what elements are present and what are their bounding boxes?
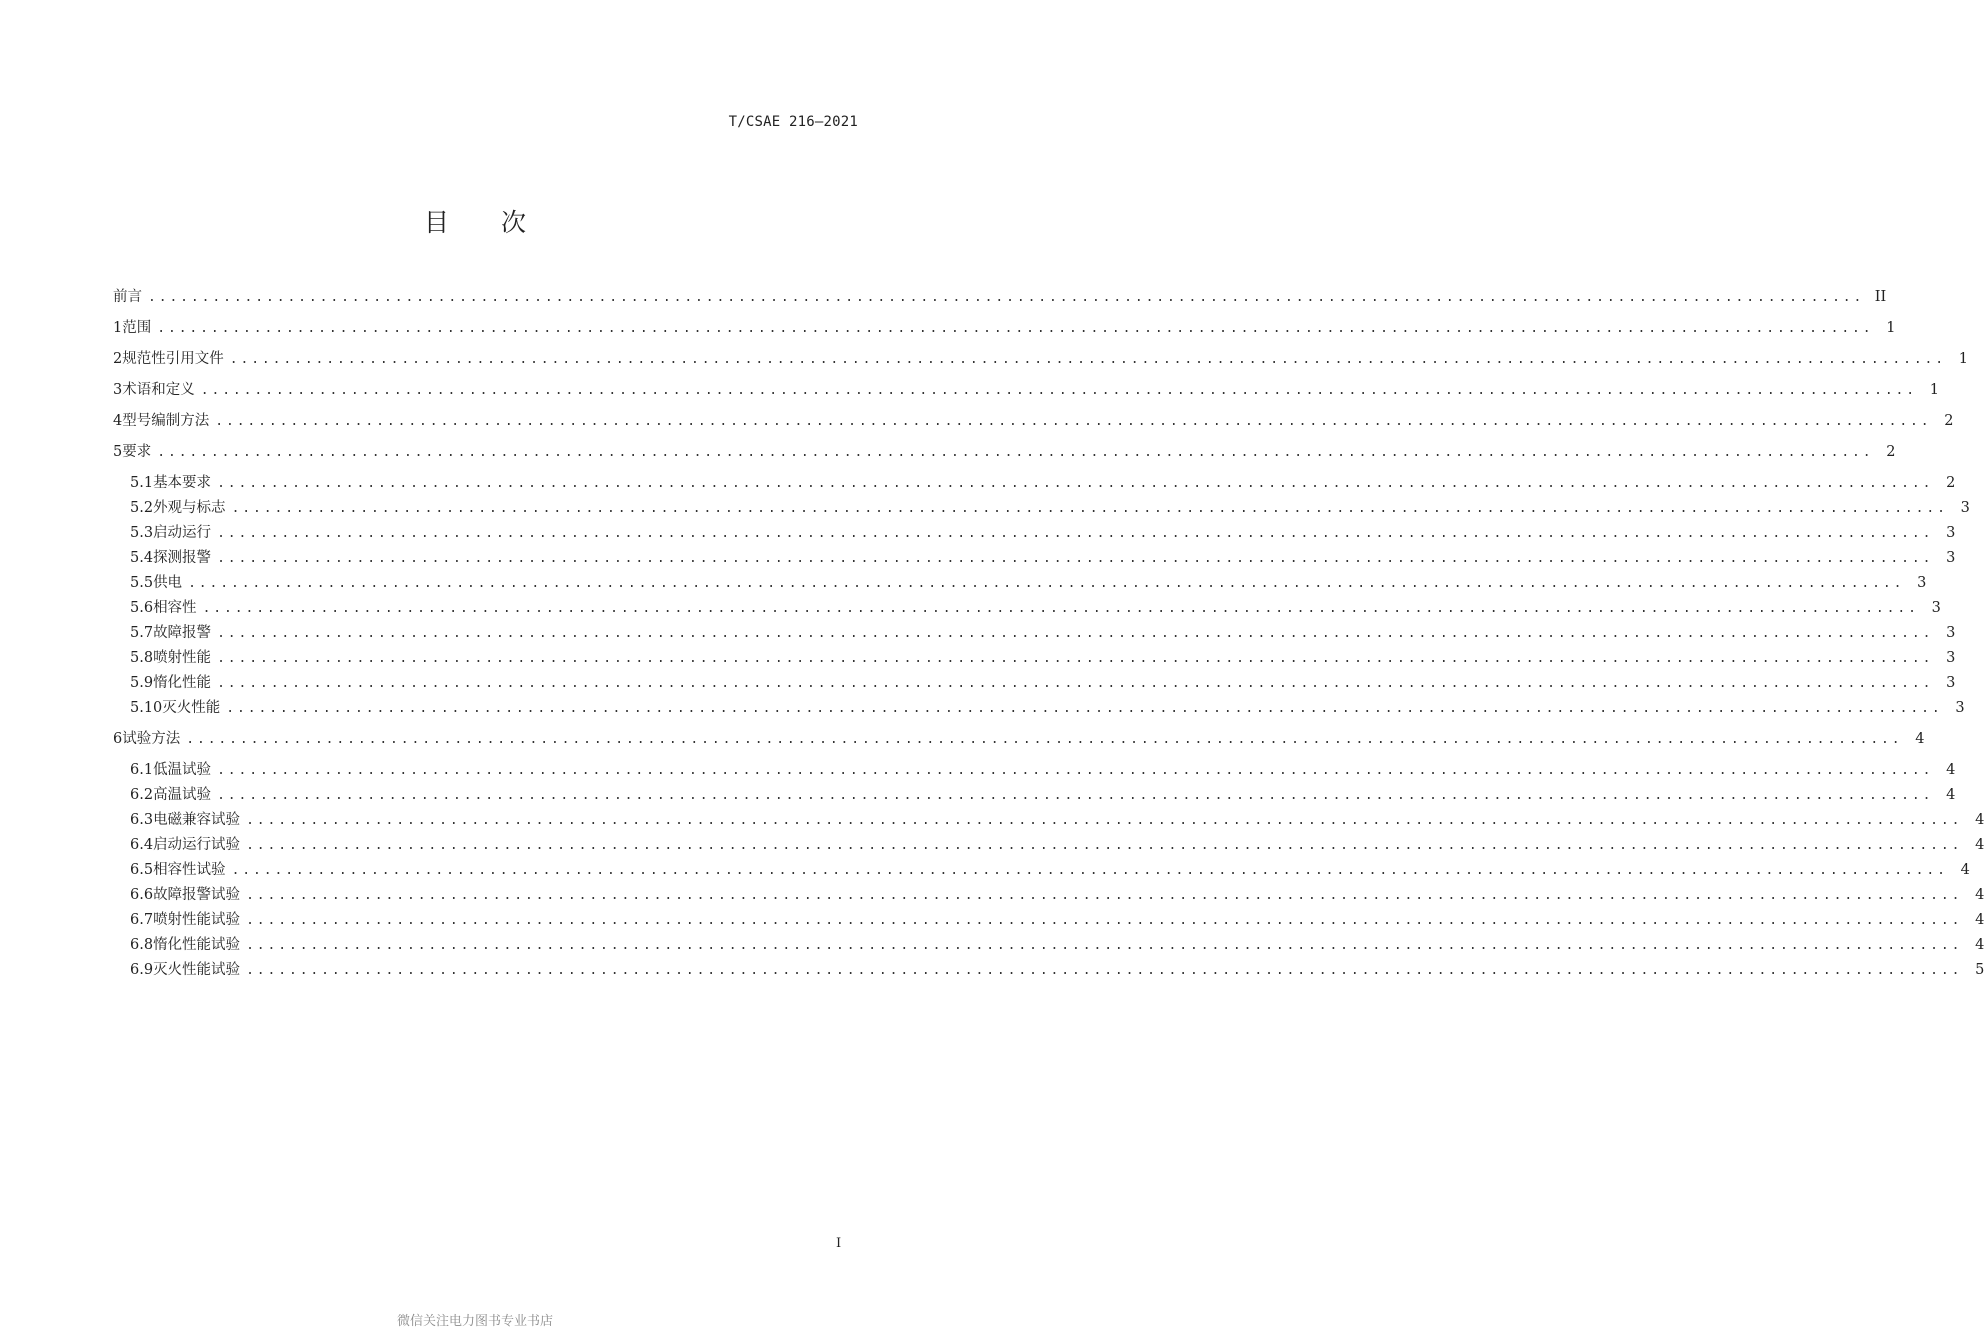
page-number: I <box>836 1236 842 1251</box>
toc-entry-page: 3 <box>1955 700 1965 716</box>
toc-entry-number: 5.7 <box>130 625 154 641</box>
toc-entry-label: 相容性 <box>153 600 197 616</box>
toc-leader-dots: ................................................................................................................................................................ <box>217 676 1934 691</box>
toc-entry-label: 术语和定义 <box>122 382 195 398</box>
toc-entry[interactable] <box>113 908 1984 933</box>
toc-entry-page: 1 <box>1929 382 1939 398</box>
toc-entry-page: 4 <box>1975 937 1984 953</box>
toc-entry-page: 1 <box>1958 351 1968 367</box>
toc-entry-number: 3 <box>113 382 123 398</box>
toc-leader-dots: ................................................................................................................................................................ <box>246 913 1963 928</box>
toc-leader-dots: ................................................................................................................................................................ <box>246 813 1963 828</box>
toc-entry[interactable] <box>113 496 1970 521</box>
toc-entry[interactable] <box>113 883 1984 908</box>
toc-entry-label: 相容性试验 <box>153 862 226 878</box>
toc-entry-number: 6.4 <box>130 837 154 853</box>
toc-entry[interactable] <box>113 378 1939 409</box>
toc-entry[interactable] <box>113 440 1896 471</box>
toc-leader-dots: ................................................................................................................................................................ <box>186 732 1903 747</box>
toc-entry[interactable] <box>113 621 1956 646</box>
toc-entry[interactable] <box>113 783 1956 808</box>
toc-leader-dots: ................................................................................................................................................................ <box>215 414 1932 429</box>
toc-entry-number: 5.2 <box>130 500 154 516</box>
toc-leader-dots: ................................................................................................................................................................ <box>246 838 1963 853</box>
toc-entry-number: 6.9 <box>130 962 154 978</box>
toc-leader-dots: ................................................................................................................................................................ <box>202 601 1919 616</box>
toc-entry-number: 5.3 <box>130 525 154 541</box>
page-title: 目 次 <box>424 208 548 237</box>
toc-entry[interactable] <box>113 933 1984 958</box>
toc-entry-label: 要求 <box>122 444 152 460</box>
toc-entry-page: 3 <box>1931 600 1941 616</box>
toc-entry-label: 范围 <box>122 320 152 336</box>
toc-entry[interactable] <box>113 958 1984 983</box>
toc-entry-page: 1 <box>1886 320 1896 336</box>
toc-entry-number: 4 <box>113 413 123 429</box>
toc-entry[interactable] <box>113 696 1965 721</box>
toc-entry-label: 型号编制方法 <box>122 413 210 429</box>
toc-entry-page: 3 <box>1946 550 1956 566</box>
toc-entry-label: 供电 <box>153 575 183 591</box>
toc-entry-label: 启动运行试验 <box>153 837 241 853</box>
toc-leader-dots: ................................................................................................................................................................ <box>200 383 1917 398</box>
watermark: 微信关注电力图书专业书店 <box>396 1314 553 1329</box>
toc-entry-label: 规范性引用文件 <box>122 351 224 367</box>
toc-entry[interactable] <box>113 758 1956 783</box>
toc-entry-label: 喷射性能试验 <box>153 912 241 928</box>
toc-entry-number: 6.8 <box>130 937 154 953</box>
toc-entry-page: 3 <box>1946 625 1956 641</box>
toc-entry-page: 4 <box>1975 837 1984 853</box>
toc-entry-page: 2 <box>1886 444 1896 460</box>
toc-entry[interactable] <box>113 671 1956 696</box>
toc-entry[interactable] <box>113 316 1896 347</box>
toc-entry[interactable] <box>113 727 1925 758</box>
toc-leader-dots: ................................................................................................................................................................ <box>217 651 1934 666</box>
toc-entry-label: 试验方法 <box>122 731 181 747</box>
toc-entry-page: 3 <box>1946 650 1956 666</box>
toc-entry-page: 3 <box>1946 525 1956 541</box>
toc-entry-page: 2 <box>1944 413 1954 429</box>
toc-entry-number: 5.6 <box>130 600 154 616</box>
toc-entry[interactable] <box>113 409 1954 440</box>
toc-entry-number: 6.3 <box>130 812 154 828</box>
table-of-contents <box>113 285 1984 983</box>
toc-entry[interactable] <box>113 833 1984 858</box>
toc-entry-page: 2 <box>1946 475 1956 491</box>
toc-entry-page: 3 <box>1960 500 1970 516</box>
toc-entry-number: 5.10 <box>130 700 163 716</box>
toc-entry[interactable] <box>113 571 1927 596</box>
toc-entry-number: 1 <box>113 320 123 336</box>
toc-entry-number: 6.5 <box>130 862 154 878</box>
toc-leader-dots: ................................................................................................................................................................ <box>188 576 1905 591</box>
toc-entry[interactable] <box>113 858 1970 883</box>
toc-entry-number: 6.7 <box>130 912 154 928</box>
toc-entry-label: 喷射性能 <box>153 650 212 666</box>
toc-entry-page: 3 <box>1946 675 1956 691</box>
toc-leader-dots: ................................................................................................................................................................ <box>217 626 1934 641</box>
toc-entry[interactable] <box>113 521 1956 546</box>
toc-entry[interactable] <box>113 471 1956 496</box>
toc-entry-page: 5 <box>1975 962 1984 978</box>
toc-entry-number: 6.2 <box>130 787 154 803</box>
toc-leader-dots: ................................................................................................................................................................ <box>217 763 1934 778</box>
toc-entry-label: 前言 <box>113 289 142 305</box>
toc-entry-page: 4 <box>1946 787 1956 803</box>
toc-entry-number: 2 <box>113 351 123 367</box>
toc-entry-page: 4 <box>1946 762 1956 778</box>
toc-entry[interactable] <box>113 347 1968 378</box>
toc-entry-number: 5 <box>113 444 123 460</box>
toc-entry-page: 4 <box>1975 812 1984 828</box>
toc-entry[interactable] <box>113 285 1887 316</box>
toc-entry[interactable] <box>113 596 1941 621</box>
toc-entry-number: 6.1 <box>130 762 154 778</box>
toc-entry-page: 4 <box>1915 731 1925 747</box>
toc-entry-number: 5.1 <box>130 475 154 491</box>
toc-entry-number: 5.5 <box>130 575 154 591</box>
toc-entry-number: 5.4 <box>130 550 154 566</box>
toc-entry-page: 4 <box>1960 862 1970 878</box>
toc-entry-label: 电磁兼容试验 <box>153 812 241 828</box>
toc-entry-label: 基本要求 <box>153 475 212 491</box>
toc-entry-label: 惰化性能 <box>153 675 212 691</box>
toc-entry[interactable] <box>113 546 1956 571</box>
toc-leader-dots: ................................................................................................................................................................ <box>217 788 1934 803</box>
toc-leader-dots: ................................................................................................................................................................ <box>217 476 1934 491</box>
toc-entry[interactable] <box>113 808 1984 833</box>
toc-entry[interactable] <box>113 646 1956 671</box>
toc-entry-label: 外观与标志 <box>153 500 226 516</box>
standard-code: T/CSAE 216—2021 <box>728 114 858 130</box>
toc-leader-dots: ................................................................................................................................................................ <box>246 938 1963 953</box>
toc-entry-number: 5.9 <box>130 675 154 691</box>
toc-leader-dots: ................................................................................................................................................................ <box>148 290 1865 305</box>
toc-leader-dots: ................................................................................................................................................................ <box>231 501 1948 516</box>
toc-entry-label: 高温试验 <box>153 787 212 803</box>
toc-entry-label: 灭火性能 <box>162 700 221 716</box>
toc-leader-dots: ................................................................................................................................................................ <box>217 551 1934 566</box>
toc-entry-label: 启动运行 <box>153 525 212 541</box>
toc-entry-page: II <box>1874 289 1887 305</box>
toc-leader-dots: ................................................................................................................................................................ <box>157 445 1874 460</box>
toc-leader-dots: ................................................................................................................................................................ <box>246 888 1963 903</box>
toc-entry-label: 低温试验 <box>153 762 212 778</box>
toc-leader-dots: ................................................................................................................................................................ <box>231 863 1948 878</box>
toc-entry-label: 灭火性能试验 <box>153 962 241 978</box>
toc-entry-label: 故障报警试验 <box>153 887 241 903</box>
toc-leader-dots: ................................................................................................................................................................ <box>246 963 1963 978</box>
toc-entry-number: 6 <box>113 731 123 747</box>
toc-entry-page: 4 <box>1975 912 1984 928</box>
toc-entry-label: 探测报警 <box>153 550 212 566</box>
toc-entry-number: 5.8 <box>130 650 154 666</box>
toc-leader-dots: ................................................................................................................................................................ <box>157 321 1874 336</box>
toc-entry-number: 6.6 <box>130 887 154 903</box>
toc-entry-label: 故障报警 <box>153 625 212 641</box>
toc-entry-label: 惰化性能试验 <box>153 937 241 953</box>
toc-leader-dots: ................................................................................................................................................................ <box>226 701 1943 716</box>
toc-leader-dots: ................................................................................................................................................................ <box>229 352 1946 367</box>
toc-leader-dots: ................................................................................................................................................................ <box>217 526 1934 541</box>
toc-entry-page: 3 <box>1917 575 1927 591</box>
toc-entry-page: 4 <box>1975 887 1984 903</box>
